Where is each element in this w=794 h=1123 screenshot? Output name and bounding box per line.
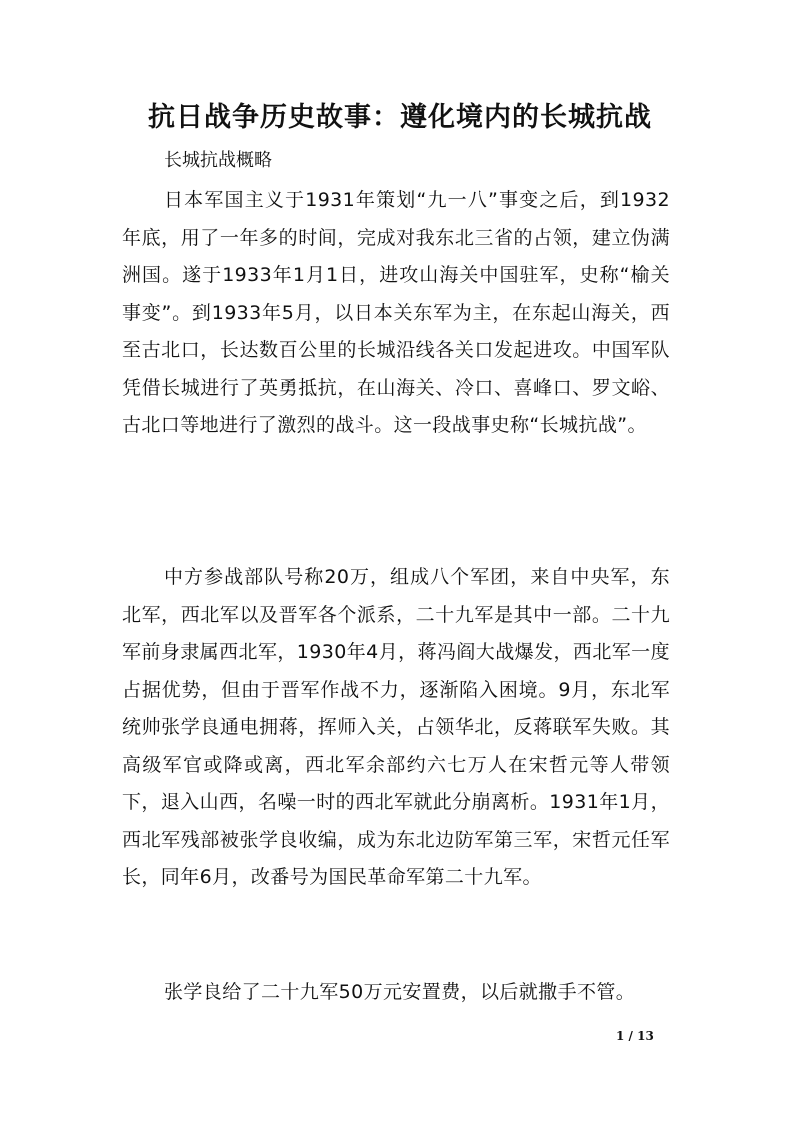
document-title: 抗日战争历史故事：遵化境内的长城抗战 <box>148 102 652 133</box>
paragraph-1: 日本军国主义于1931年策划“九一八”事变之后，到1932年底，用了一年多的时间，完成对我东北三省的占领，建立伪满洲国。遂于1933年1月1日，进攻山海关中国驻军，史称“榆关事变”。到1933年5月，以日本关东军为主，在东起山海关，西至古北口，长达数百公里的长城沿线各关口发起进攻。中国军队凭借长城进行了英勇抵抗，在山海关、冷口、喜峰口、罗文峪、古北口等地进行了激烈的战斗。这一段战事史称“长城抗战”。 <box>122 189 670 436</box>
section-heading: 长城抗战概略 <box>164 150 272 171</box>
paragraph-3: 张学良给了二十九军50万元安置费，以后就撒手不管。 <box>164 981 636 1003</box>
page-number: 1 / 13 <box>616 1029 654 1043</box>
paragraph-2: 中方参战部队号称20万，组成八个军团，来自中央军，东北军，西北军以及晋军各个派系，二十九军是其中一部。二十九军前身隶属西北军，1930年4月，蒋冯阎大战爆发，西北军一度占据优势，但由于晋军作战不力，逐渐陷入困境。9月，东北军统帅张学良通电拥蒋，挥师入关，占领华北，反蒋联军失败。其高级军官或降或离，西北军余部约六七万人在宋哲元等人带领下，退入山西，名噪一时的西北军就此分崩离析。1931年1月，西北军残部被张学良收编，成为东北边防军第三军，宋哲元任军长，同年6月，改番号为国民革命军第二十九军。 <box>122 566 670 888</box>
